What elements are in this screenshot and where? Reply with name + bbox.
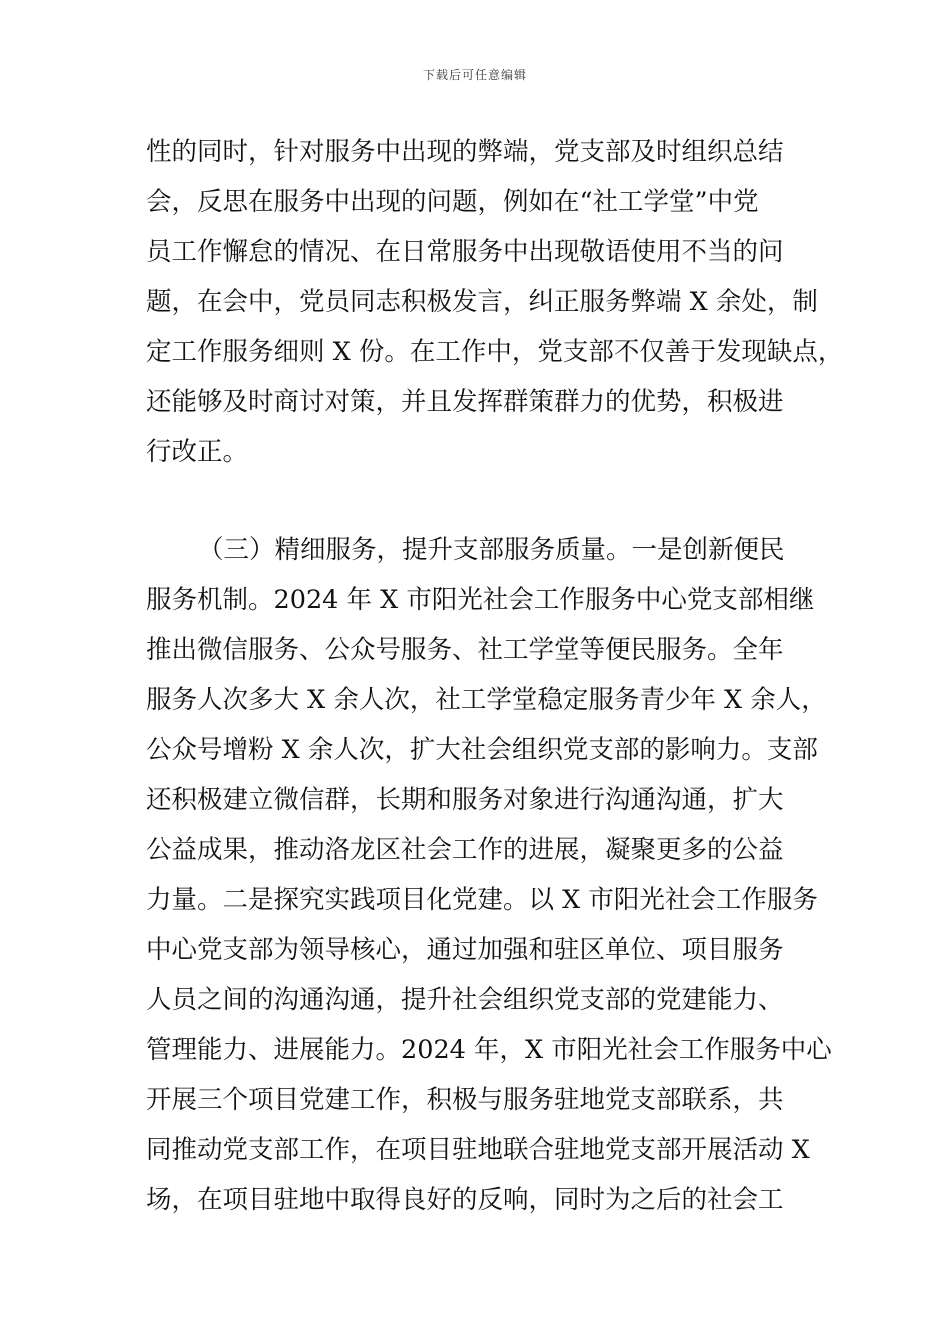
text-line: 力量。二是探究实践项目化党建。以 X 市阳光社会工作服务	[146, 885, 818, 915]
text-line: 同推动党支部工作，在项目驻地联合驻地党支部开展活动 X	[146, 1135, 810, 1165]
text-line: 会，反思在服务中出现的问题，例如在“社工学堂”中党	[146, 187, 759, 217]
text-line: 人员之间的沟通沟通，提升社会组织党支部的党建能力、	[146, 985, 784, 1015]
text-line: 公众号增粉 X 余人次，扩大社会组织党支部的影响力。支部	[146, 735, 818, 765]
text-line: 题，在会中，党员同志积极发言，纠正服务弊端 X 余处，制	[146, 287, 818, 317]
paragraph-continuation	[146, 127, 844, 477]
text-line: 场，在项目驻地中取得良好的反响，同时为之后的社会工	[146, 1185, 784, 1215]
text-line: 开展三个项目党建工作，积极与服务驻地党支部联系，共	[146, 1085, 784, 1115]
text-line: 服务人次多大 X 余人次，社工学堂稳定服务青少年 X 余人，	[146, 685, 827, 715]
text-line: 还能够及时商讨对策，并且发挥群策群力的优势，积极进	[146, 387, 784, 417]
text-line: 还积极建立微信群，长期和服务对象进行沟通沟通，扩大	[146, 785, 784, 815]
text-line: 员工作懈怠的情况、在日常服务中出现敬语使用不当的问	[146, 237, 784, 267]
paragraph-section-three	[146, 525, 832, 1225]
text-line: 公益成果，推动洛龙区社会工作的进展，凝聚更多的公益	[146, 835, 784, 865]
text-line: 服务机制。2024 年 X 市阳光社会工作服务中心党支部相继	[146, 585, 815, 615]
page-header: 下载后可任意编辑	[422, 68, 527, 82]
text-line-indented: （三）精细服务，提升支部服务质量。一是创新便民	[198, 535, 785, 565]
text-line: 管理能力、进展能力。2024 年，X 市阳光社会工作服务中心	[146, 1035, 832, 1065]
text-line: 推出微信服务、公众号服务、社工学堂等便民服务。全年	[146, 635, 784, 665]
text-line: 中心党支部为领导核心，通过加强和驻区单位、项目服务	[146, 935, 784, 965]
text-line: 行改正。	[146, 437, 249, 467]
text-line: 性的同时，针对服务中出现的弊端，党支部及时组织总结	[146, 137, 784, 167]
text-line: 定工作服务细则 X 份。在工作中，党支部不仅善于发现缺点，	[146, 337, 844, 367]
